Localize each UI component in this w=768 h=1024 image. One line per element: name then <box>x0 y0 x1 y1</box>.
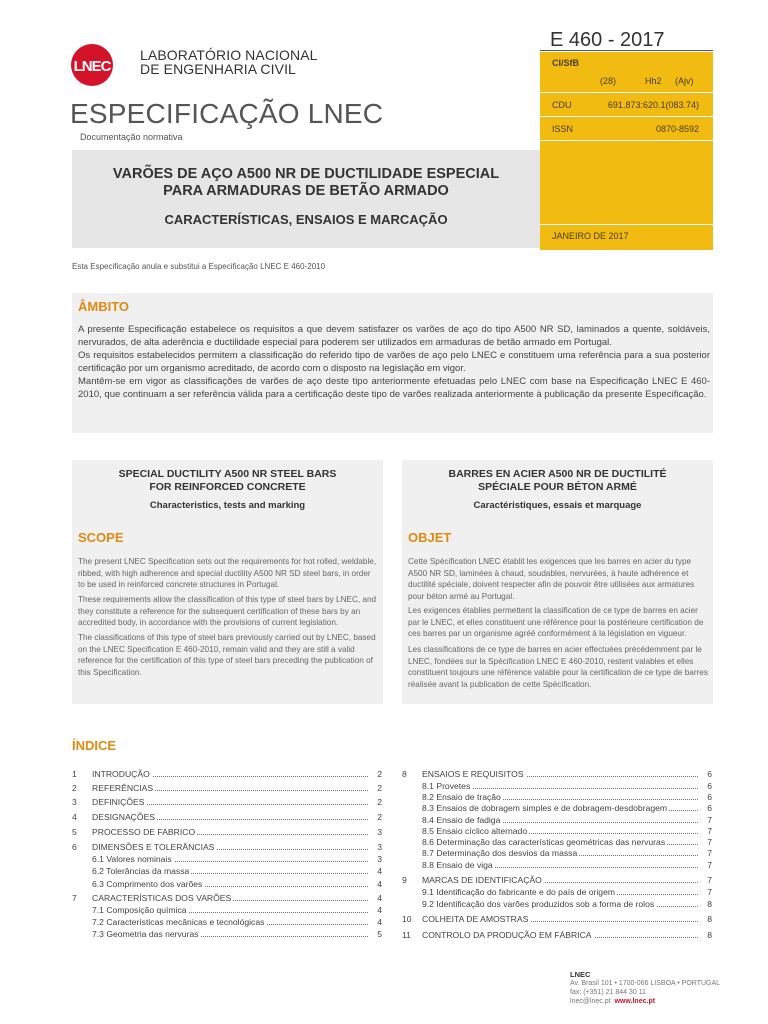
scope-heading: SCOPE <box>78 530 124 545</box>
index-entry[interactable] <box>72 811 382 823</box>
index-entry-label: 8.4 Ensaio de fadiga <box>422 815 501 825</box>
index-entry[interactable] <box>72 853 382 865</box>
index-entry-label: 7.1 Composição química <box>92 905 187 915</box>
index-entry-label: 8.5 Ensaio cíclico alternado <box>422 826 528 836</box>
index-entry-page: 6 <box>707 769 712 779</box>
divider <box>540 140 713 141</box>
cisfb-value-3: (Ajv) <box>675 76 694 86</box>
index-entry-number: 10 <box>402 914 412 924</box>
index-entry[interactable] <box>402 802 712 814</box>
index-entry-page: 7 <box>707 875 712 885</box>
divider <box>540 92 713 93</box>
index-entry[interactable] <box>72 878 382 890</box>
index-entry[interactable] <box>72 892 382 904</box>
scope-fr-section <box>402 460 713 704</box>
index-entry[interactable] <box>402 913 712 925</box>
index-entry[interactable] <box>72 768 382 780</box>
index-entry-label: 9.2 Identificação dos varões produzidos sob a forma de rolos <box>422 899 655 909</box>
index-entry-page: 8 <box>707 930 712 940</box>
index-entry-label: DIMENSÕES E TOLERÂNCIAS <box>92 842 215 852</box>
index-entry-label: 8.2 Ensaio de tração <box>422 792 501 802</box>
index-entry-label: DESIGNAÇÕES <box>92 812 156 822</box>
scope-fr-title-line1: BARRES EN ACIER A500 NR DE DUCTILITÉ <box>448 468 667 480</box>
ambito-paragraph-1: A presente Especificação estabelece os requisitos a que devem satisfazer os varões de aço do tipo A500 NR SD, laminados a quente, soldáveis, nervurados, de alta aderência e ductilidade especial para poderem ser utilizados em armaduras de betão armado em Portugal. <box>78 324 710 348</box>
lab-name-line2: DE ENGENHARIA CIVIL <box>140 61 296 77</box>
doc-type: Documentação normativa <box>80 132 183 142</box>
index-entry-page: 4 <box>377 905 382 915</box>
index-entry[interactable] <box>72 904 382 916</box>
index-entry[interactable] <box>72 826 382 838</box>
index-entry-label: DEFINIÇÕES <box>92 797 145 807</box>
index-entry-number: 3 <box>72 797 77 807</box>
index-entry-label: 6.1 Valores nominais <box>92 854 172 864</box>
annul-note: Esta Especificação anula e substitui a Especificação LNEC E 460-2010 <box>72 262 326 271</box>
title-line2: PARA ARMADURAS DE BETÃO ARMADO <box>163 183 449 199</box>
scope-fr-paragraph-1: Cette Spécification LNEC établit les exigences que les barres en acier du type A500 NR SD, laminées à chaud, soudables, nervurées, à haute adhérence et ductilité spéciale, doivent respecter afin de pouvoir être utilisées aux armatures pour béton armé au Portugal. <box>408 557 695 601</box>
cdu-label: CDU <box>552 100 572 110</box>
cisfb-label: CI/SfB <box>552 58 579 68</box>
index-entry-page: 7 <box>707 815 712 825</box>
index-entry[interactable] <box>72 928 382 940</box>
ambito-paragraph-3: Mantêm-se em vigor as classificações de varões de aço deste tipo anteriormente efetuadas pelo LNEC com base na Especificação LNEC E 460-2010, que continuam a ser referência válida para a certificação deste tipo de varões realizada anteriormente à publicação da presente Especificação. <box>78 376 710 400</box>
index-entry-page: 7 <box>707 860 712 870</box>
index-heading: ÍNDICE <box>72 738 117 753</box>
footer <box>570 970 720 1006</box>
index-entry-label: 8.8 Ensaio de viga <box>422 860 493 870</box>
index-entry-page: 3 <box>377 827 382 837</box>
index-entry-page: 6 <box>707 792 712 802</box>
title-line1: VARÕES DE AÇO A500 NR DE DUCTILIDADE ESPECIAL <box>112 166 500 182</box>
index-entry-number: 4 <box>72 812 77 822</box>
logo-text: LNEC <box>73 58 111 75</box>
scope-en-subtitle: Characteristics, tests and marking <box>149 500 306 511</box>
index-entry[interactable] <box>402 898 712 910</box>
scope-en-paragraph-3: The classifications of this type of steel bars previously carried out by LNEC, based on the LNEC Specification E 460-2010, remain valid and they are still a valid reference for the certification of this type of steel bars preceding the publication of this Specification. <box>78 633 376 677</box>
index-entry-label: 6.3 Comprimento dos varões <box>92 879 203 889</box>
index-entry-page: 4 <box>377 893 382 903</box>
index-entry-number: 2 <box>72 783 77 793</box>
index-entry[interactable] <box>402 768 712 780</box>
index-entry-number: 1 <box>72 769 77 779</box>
cisfb-value-1: (28) <box>600 76 617 86</box>
ambito-heading: ÂMBITO <box>78 299 130 314</box>
index-entry-page: 6 <box>707 781 712 791</box>
scope-en-title-line2: FOR REINFORCED CONCRETE <box>149 481 306 493</box>
index-entry[interactable] <box>72 841 382 853</box>
index-entry-number: 5 <box>72 827 77 837</box>
index-entry-label: 6.2 Tolerâncias da massa <box>92 866 190 876</box>
footer-email[interactable]: lnec@lnec.pt <box>570 998 611 1005</box>
footer-fax: fax: (+351) 21 844 30 11 <box>570 989 646 996</box>
title-band <box>72 150 540 248</box>
index-entry-number: 9 <box>402 875 407 885</box>
index-entry-page: 6 <box>707 803 712 813</box>
index-entry-label: 7.2 Características mecânicas e tecnológicas <box>92 917 265 927</box>
index-entry-page: 2 <box>377 812 382 822</box>
divider <box>540 224 713 225</box>
scope-en-title-line1: SPECIAL DUCTILITY A500 NR STEEL BARS <box>118 468 337 480</box>
index-entry-number: 6 <box>72 842 77 852</box>
lab-name <box>140 48 318 76</box>
index-entry-label: 8.3 Ensaios de dobragem simples e de dobragem-desdobragem <box>422 803 668 813</box>
classification-panel <box>540 52 713 250</box>
index-entry-page: 7 <box>707 848 712 858</box>
issn-value: 0870-8592 <box>655 124 699 134</box>
footer-web-link[interactable]: www.lnec.pt <box>614 998 656 1005</box>
index-entry-label: COLHEITA DE AMOSTRAS <box>422 914 529 924</box>
index-entry-page: 7 <box>707 826 712 836</box>
index-entry-number: 7 <box>72 893 77 903</box>
issn-label: ISSN <box>552 124 574 134</box>
index-entry-page: 4 <box>377 879 382 889</box>
publication-date: JANEIRO DE 2017 <box>552 231 629 241</box>
index-entry-label: 7.3 Geometria das nervuras <box>92 929 199 939</box>
index-entry-label: MARCAS DE IDENTIFICAÇÃO <box>422 875 542 885</box>
index-entry-page: 4 <box>377 866 382 876</box>
cisfb-value-2: Hh2 <box>645 76 662 86</box>
ambito-section <box>72 293 713 433</box>
index-entry-label: 9.1 Identificação do fabricante e do país de origem <box>422 887 616 897</box>
index-entry-page: 2 <box>377 769 382 779</box>
divider <box>540 116 713 117</box>
index-entry-label: ENSAIOS E REQUISITOS <box>422 769 524 779</box>
index-entry[interactable] <box>402 847 712 859</box>
index-entry[interactable] <box>72 865 382 877</box>
index-entry-page: 4 <box>377 917 382 927</box>
spec-code: E 460 - 2017 <box>540 28 713 51</box>
document-subtitle: CARACTERÍSTICAS, ENSAIOS E MARCAÇÃO <box>164 212 448 227</box>
index-entry-page: 3 <box>377 842 382 852</box>
index-entry-page: 7 <box>707 837 712 847</box>
index-entry-page: 3 <box>377 854 382 864</box>
scope-en-section <box>72 460 383 704</box>
footer-address: Av. Brasil 101 • 1700-066 LISBOA • PORTUGAL <box>570 980 721 987</box>
index-entry[interactable] <box>72 796 382 808</box>
index-entry-label: INTRODUÇÃO <box>92 769 150 779</box>
index-entry-page: 2 <box>377 783 382 793</box>
scope-fr-paragraph-3: Les classifications de ce type de barres en acier effectuées précédemment par le LNEC, fondées sur la Spécification LNEC E 460-2010, restent valables et elles constituent toujours une référence valable pour la certification de ce type de barres réalisée avant la publication de cette Spécification. <box>408 645 708 689</box>
scope-fr-paragraph-2: Les exigences établies permettent la classification de ce type de barres en acier par le LNEC, et elles constituent une référence pour la postérieure certification de ces barres par un organisme agréé conformément à la législation en vigueur. <box>408 606 704 638</box>
index-entry-number: 11 <box>402 930 411 940</box>
objet-heading: OBJET <box>408 530 452 545</box>
scope-fr-title <box>402 468 713 494</box>
document-title <box>72 166 540 200</box>
lnec-logo <box>70 43 130 87</box>
index-entry-page: 8 <box>707 914 712 924</box>
index-entry-label: CARACTERÍSTICAS DOS VARÕES <box>92 893 232 903</box>
index-entry-page: 2 <box>377 797 382 807</box>
lab-name-line1: LABORATÓRIO NACIONAL <box>140 47 318 63</box>
index-entry[interactable] <box>72 782 382 794</box>
index-entry-label: 8.6 Determinação das características geométricas das nervuras <box>422 837 666 847</box>
index-entry-label: 8.7 Determinação dos desvios da massa <box>422 848 578 858</box>
index-entry[interactable] <box>402 874 712 886</box>
index-entry-number: 8 <box>402 769 407 779</box>
index-entry[interactable] <box>402 929 712 941</box>
code-box <box>540 28 713 250</box>
index-entry[interactable] <box>402 859 712 871</box>
scope-fr-subtitle: Caractéristiques, essais et marquage <box>473 500 642 511</box>
footer-org: LNEC <box>570 970 591 979</box>
scope-en-title <box>72 468 383 494</box>
spec-title: ESPECIFICAÇÃO LNEC <box>70 98 384 129</box>
index-entry-label: 8.1 Provetes <box>422 781 471 791</box>
index-entry-label: PROCESSO DE FABRICO <box>92 827 196 837</box>
index-entry[interactable] <box>72 916 382 928</box>
index-entry-page: 8 <box>707 899 712 909</box>
scope-en-paragraph-1: The present LNEC Specification sets out the requirements for hot rolled, weldable, ribbed, with high adherence and special ductility A500 NR SD steel bars, in order to be used in reinforced concrete structures in Portugal. <box>78 557 377 589</box>
scope-fr-title-line2: SPÉCIALE POUR BÉTON ARMÉ <box>478 481 637 493</box>
index-entry[interactable] <box>402 886 712 898</box>
index-entry-label: REFERÊNCIAS <box>92 783 154 793</box>
index-entry-page: 5 <box>377 929 382 939</box>
index-entry-label: CONTROLO DA PRODUÇÃO EM FÁBRICA <box>422 930 592 940</box>
scope-en-paragraph-2: These requirements allow the classification of this type of steel bars by LNEC, and they constitute a reference for the subsequent certification of these bars by an accredited body, in accordance with the provisions of current legislation. <box>78 595 377 627</box>
cdu-value: 691.873:620.1(083.74) <box>607 100 699 110</box>
ambito-paragraph-2: Os requisitos estabelecidos permitem a classificação do referido tipo de varões de aço pelo LNEC e constituem uma referência para a sua posterior certificação por um organismo acreditado, de acordo com o disposto na legislação em vigor. <box>78 350 710 374</box>
index-entry-page: 7 <box>707 887 712 897</box>
